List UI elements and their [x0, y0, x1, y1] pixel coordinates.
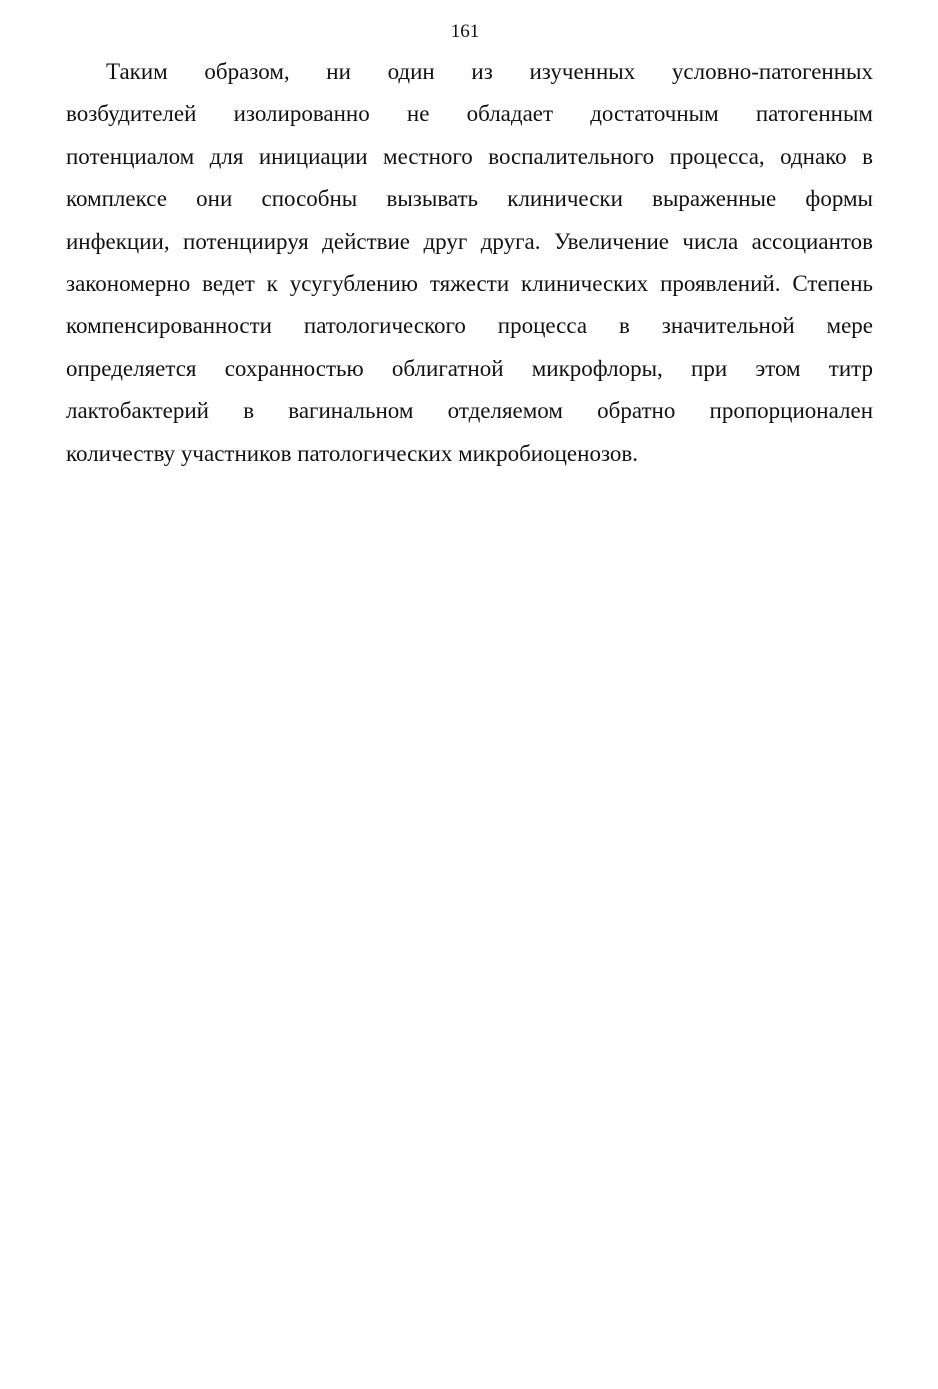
text-line: лактобактерий в вагинальном отделяемом обратно пропорционален [66, 398, 873, 424]
text-line: потенциалом для инициации местного воспалительного процесса, однако в [66, 143, 873, 169]
text-line: количеству участников патологических микробиоценозов. [66, 440, 639, 466]
text-line: определяется сохранностью облигатной микрофлоры, при этом титр [66, 355, 873, 381]
text-line: комплексе они способны вызывать клинически выраженные формы [66, 186, 873, 212]
text-line: компенсированности патологического процесса в значительной мере [66, 313, 873, 339]
text-line: возбудителей изолированно не обладает достаточным патогенным [66, 101, 873, 127]
text-line: инфекции, потенциируя действие друг друга. Увеличение числа ассоциантов [66, 228, 873, 254]
page-number: 161 [450, 21, 480, 42]
body-paragraph [66, 53, 873, 477]
text-line: Таким образом, ни один из изученных условно-патогенных [106, 59, 873, 84]
text-line: закономерно ведет к усугублению тяжести клинических проявлений. Степень [66, 270, 873, 296]
